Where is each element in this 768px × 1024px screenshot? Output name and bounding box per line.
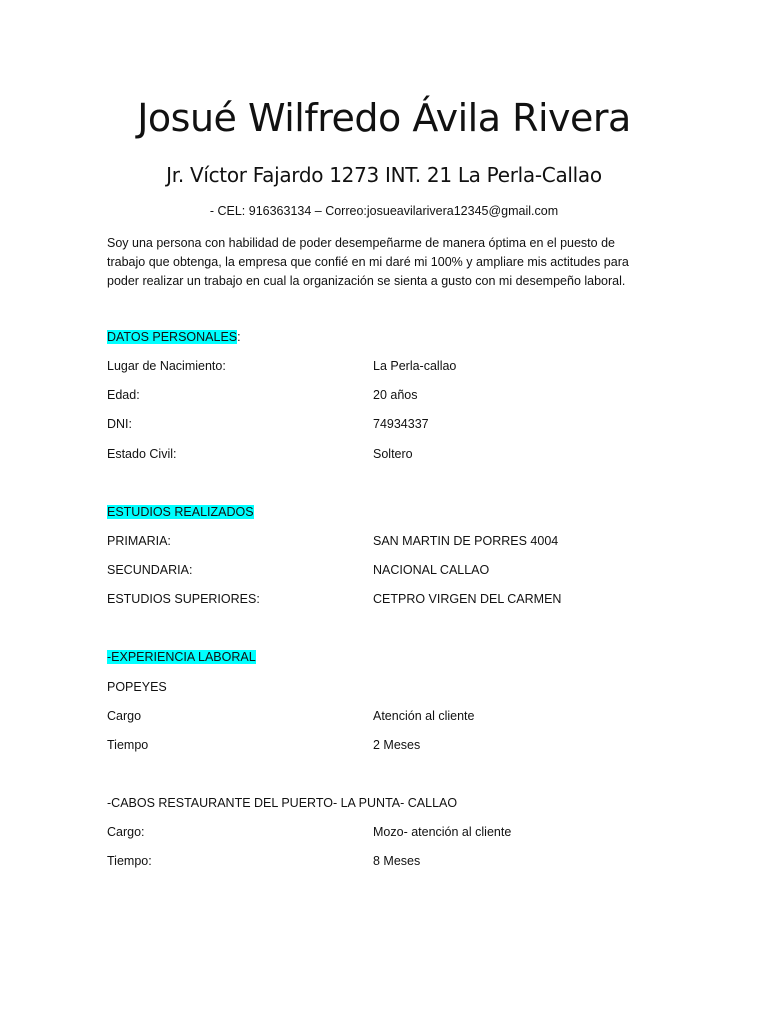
personal-heading-text: DATOS PERSONALES xyxy=(107,330,238,344)
studies-row xyxy=(107,562,667,580)
studies-row xyxy=(107,591,667,609)
section-heading-experience xyxy=(107,649,256,666)
field-label: Edad: xyxy=(107,388,140,402)
field-value: Mozo- atención al cliente xyxy=(373,825,512,839)
field-label: ESTUDIOS SUPERIORES: xyxy=(107,592,260,606)
section-heading-studies xyxy=(107,504,254,521)
experience-heading-text: -EXPERIENCIA LABORAL xyxy=(107,650,256,664)
field-value: 2 Meses xyxy=(373,738,421,752)
company-name: -CABOS RESTAURANTE DEL PUERTO- LA PUNTA- CALLAO xyxy=(107,796,458,810)
field-value: Atención al cliente xyxy=(373,709,475,723)
field-value: SAN MARTIN DE PORRES 4004 xyxy=(373,534,559,548)
section-heading-personal xyxy=(107,329,241,346)
field-label: Cargo: xyxy=(107,825,145,839)
field-label: Tiempo xyxy=(107,738,149,752)
field-value: 8 Meses xyxy=(373,854,421,868)
experience-row xyxy=(107,737,667,755)
field-value: La Perla-callao xyxy=(373,359,457,373)
personal-row xyxy=(107,387,667,405)
field-label: SECUNDARIA: xyxy=(107,563,193,577)
studies-row xyxy=(107,533,667,551)
full-name: Josué Wilfredo Ávila Rivera xyxy=(137,96,631,140)
field-value: Soltero xyxy=(373,447,413,461)
experience-row xyxy=(107,853,667,871)
field-value: 74934337 xyxy=(373,417,429,431)
company-name: POPEYES xyxy=(107,680,167,694)
studies-heading-text: ESTUDIOS REALIZADOS xyxy=(107,505,254,519)
field-label: Lugar de Nacimiento: xyxy=(107,359,226,373)
experience-row xyxy=(107,824,667,842)
experience-row xyxy=(107,708,667,726)
field-label: Tiempo: xyxy=(107,854,152,868)
field-label: Cargo xyxy=(107,709,142,723)
personal-heading-colon: : xyxy=(237,330,241,344)
personal-row xyxy=(107,446,667,464)
field-label: Estado Civil: xyxy=(107,447,177,461)
field-label: PRIMARIA: xyxy=(107,534,171,548)
address: Jr. Víctor Fajardo 1273 INT. 21 La Perla-Callao xyxy=(166,163,602,187)
field-label: DNI: xyxy=(107,417,132,431)
personal-row xyxy=(107,358,667,376)
profile-summary: Soy una persona con habilidad de poder desempeñarme de manera óptima en el puesto de trabajo que obtenga, la empresa que confié en mi daré mi 100% y ampliare mis actitudes para poder realizar un trabajo en cual la organización se sienta a gusto con mi desempeño laboral. xyxy=(107,236,629,288)
personal-row xyxy=(107,416,667,434)
field-value: NACIONAL CALLAO xyxy=(373,563,490,577)
field-value: 20 años xyxy=(373,388,418,402)
contact-line: - CEL: 916363134 – Correo:josueavilarivera12345@gmail.com xyxy=(209,204,559,218)
field-value: CETPRO VIRGEN DEL CARMEN xyxy=(373,592,562,606)
